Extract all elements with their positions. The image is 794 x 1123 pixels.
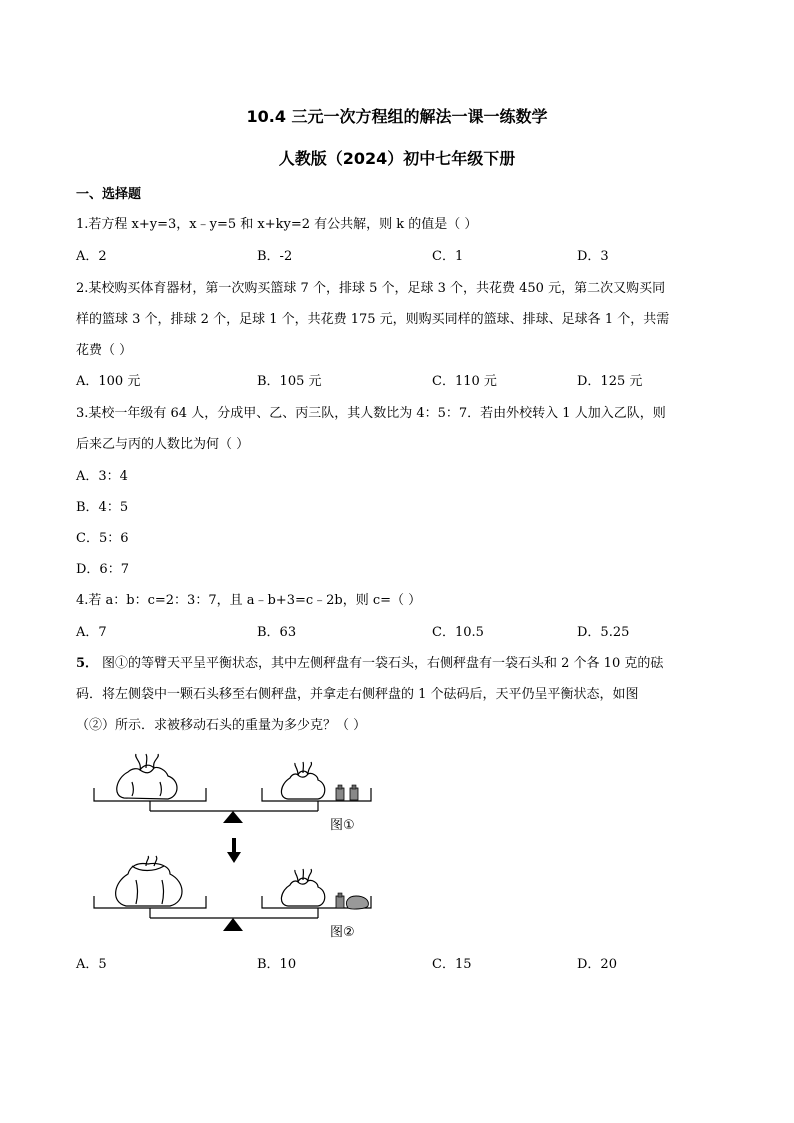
question-2-line-2: 样的篮球 3 个，排球 2 个，足球 1 个，共花费 175 元，则购买同样的篮球、排球、足球各 1 个，共需	[76, 312, 670, 327]
weight-1	[336, 785, 344, 800]
question-5-line-3: （②）所示．求被移动石头的重量为多少克？（ ）	[76, 718, 367, 733]
question-4-stem: 4.若 a：b：c=2：3：7，且 a﹣b+3=c﹣2b，则 c=（ ）	[76, 593, 422, 608]
question-5-line-2: 码．将左侧袋中一颗石头移至右侧秤盘，并拿走右侧秤盘的 1 个砝码后，天平仍呈平衡状态，如图	[76, 687, 639, 702]
stone-bag-right	[281, 869, 324, 906]
question-5-option-c: C．15	[432, 957, 472, 972]
question-1-option-b: B．-2	[257, 249, 293, 264]
question-2-option-a: A．100 元	[76, 374, 141, 389]
question-5-option-d: D．20	[577, 957, 617, 972]
question-2-line-1: 2.某校购买体育器材，第一次购买篮球 7 个，排球 5 个，足球 3 个，共花费 450 元，第二次又购买同	[76, 281, 666, 296]
question-2-option-d: D．125 元	[577, 374, 643, 389]
question-4-option-c: C．10.5	[432, 625, 484, 640]
question-4-option-b: B．63	[257, 625, 297, 640]
question-4-option-d: D．5.25	[577, 625, 630, 640]
figure-1-label: 图①	[330, 818, 355, 833]
question-3-option-d: D．6：7	[76, 562, 129, 577]
question-5-line-1: 图①的等臂天平呈平衡状态，其中左侧秤盘有一袋石头，右侧秤盘有一袋石头和 2 个各 10 克的砝	[102, 656, 664, 671]
question-3-line-2: 后来乙与丙的人数比为何（ ）	[76, 437, 250, 452]
question-5-option-b: B．10	[257, 957, 297, 972]
question-2-line-3: 花费（ ）	[76, 343, 133, 358]
question-1-option-c: C．1	[432, 249, 464, 264]
stone-bag-left	[116, 856, 182, 906]
question-1-stem: 1.若方程 x+y=3，x﹣y=5 和 x+ky=2 有公共解，则 k 的值是（ ）	[76, 217, 478, 232]
question-1-option-d: D．3	[577, 249, 609, 264]
fulcrum	[223, 918, 243, 931]
question-2-option-b: B．105 元	[257, 374, 322, 389]
question-3-option-a: A．3：4	[76, 469, 128, 484]
section-heading: 一、选择题	[76, 187, 142, 202]
question-5-option-a: A．5	[76, 957, 107, 972]
document-title: 10.4 三元一次方程组的解法一课一练数学	[246, 107, 548, 126]
stone-bag-left	[117, 754, 177, 799]
question-2-option-c: C．110 元	[432, 374, 497, 389]
weight-1	[336, 893, 344, 908]
question-3-option-c: C．5：6	[76, 531, 129, 546]
fulcrum	[223, 811, 243, 823]
document-subtitle: 人教版（2024）初中七年级下册	[278, 149, 516, 168]
weight-2	[350, 785, 358, 800]
moved-stone	[346, 896, 368, 909]
question-1-option-a: A．2	[76, 249, 107, 264]
figure-2-label: 图②	[330, 925, 355, 940]
question-4-option-a: A．7	[76, 625, 107, 640]
balance-figure-2	[88, 852, 388, 932]
stone-bag-right	[281, 762, 324, 799]
question-3-line-1: 3.某校一年级有 64 人，分成甲、乙、丙三队，其人数比为 4：5：7．若由外校转入 1 人加入乙队，则	[76, 406, 666, 421]
question-5-number: 5．	[76, 656, 99, 671]
question-3-option-b: B．4：5	[76, 500, 129, 515]
